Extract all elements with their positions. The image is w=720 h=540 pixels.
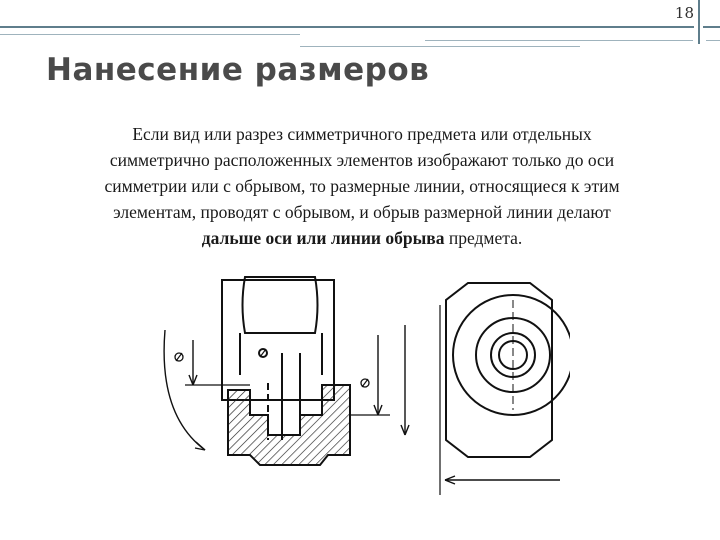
paragraph-line: Если вид или разрез симметричного предмета или отдельных <box>132 124 592 144</box>
decor-line <box>706 40 720 41</box>
paragraph-line: предмета. <box>444 228 523 248</box>
nut-section-view <box>164 277 409 465</box>
page-number: 18 <box>674 4 694 22</box>
decor-line <box>425 40 693 41</box>
paragraph-line: элементам, проводят с обрывом, и обрыв размерной линии делают <box>113 202 611 222</box>
nut-crown <box>243 277 318 333</box>
hex-outline <box>446 283 552 457</box>
body-paragraph <box>30 121 694 251</box>
slide-title: Нанесение размеров <box>46 52 430 88</box>
header-band <box>0 0 694 28</box>
header-band-right <box>703 0 720 28</box>
decor-line <box>300 46 580 47</box>
nut-top-view <box>440 283 570 495</box>
page-divider <box>698 0 700 44</box>
arc-dimension-line <box>164 330 205 450</box>
paragraph-line: симметрично расположенных элементов изображают только до оси <box>109 150 615 170</box>
technical-drawing <box>150 265 570 505</box>
paragraph-line: симметрии или с обрывом, то размерные линии, относящиеся к этим <box>104 176 620 196</box>
arc-arrow <box>195 442 205 450</box>
paragraph-emphasis: дальше оси или линии обрыва <box>201 228 445 248</box>
nut-hatched-section <box>228 385 350 465</box>
decor-line <box>0 34 300 35</box>
